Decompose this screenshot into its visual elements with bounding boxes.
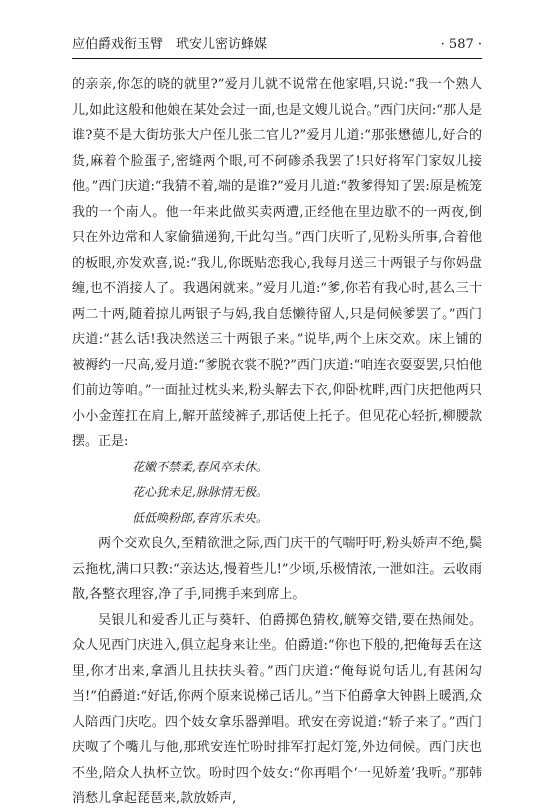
paragraph-2: 两个交欢良久,至精欲泄之际,西门庆干的气喘吁吁,粉头娇声不绝,鬓云拖枕,满口只教:“亲达达,慢着些儿!”少顷,乐极情浓,一泄如注。云收雨散,各整衣理容,净了手,同携手来到席上。 <box>72 536 482 602</box>
poem-block <box>72 455 482 532</box>
poem-line-1: 花嫩不禁柔,春风卒未休。 <box>132 459 268 474</box>
chapter-title: 应伯爵戏衔玉臂 玳安儿密访蜂媒 <box>72 37 268 52</box>
paragraph-1: 的亲亲,你怎的晓的就里?”爱月儿就不说常在他家唱,只说:“我一个熟人儿,如此这般和他娘在某处会过一面,也是文嫂儿说合。”西门庆问:“那人是谁?莫不是大街坊张大户侄儿张二官儿?”爱月儿道:“那张懋德儿,好合的货,麻着个脸蛋子,密缝两个眼,可不砢碜杀我罢了!只好将军门家奴儿接他。”西门庆道:“我猜不着,端的是谁?”爱月儿道:“教爹得知了罢:原是梳笼我的一个南人。他一年来此做买卖两遭,正经他在里边歇不的一两夜,倒只在外边常和人家偷猫递狗,干此勾当。”西门庆听了,见粉头所事,合着他的板眼,亦发欢喜,说:“我儿,你既贴恋我心,我每月送三十两银子与你妈盘缠,也不消接人了。我遇闲就来。”爱月儿道:“爹,你若有我心时,甚么三十两二十两,随着掠儿两银子与妈,我自恁懒待留人,只是伺候爹罢了。”西门庆道:“甚么话!我决然送三十两银子来。”说毕,两个上床交欢。床上铺的被褥约一尺高,爱月道:“爹脱衣裳不脱?”西门庆道:“咱连衣耍耍罢,只怕他们前边等咱。”一面扯过枕头来,粉头解去下衣,仰卧枕畔,西门庆把他两只小小金莲扛在肩上,解开蓝绫裤子,那话使上托子。但见花心轻折,柳腰款摆。正是: <box>72 77 482 449</box>
paragraph-3: 吴银儿和爱香儿正与葵轩、伯爵掷色猜枚,觥筹交错,要在热闹处。众人见西门庆进入,俱立起身来让坐。伯爵道:“你也下般的,把俺每丢在这里,你才出来,拿酒儿且扶扶头着。”西门庆道:“俺每说句话儿,有甚闲勾当!”伯爵道:“好话,你两个原来说梯己话儿。”当下伯爵拿大钟斟上暖酒,众人陪西门庆吃。四个妓女拿乐器弹唱。玳安在旁说道:“轿子来了。”西门庆呶了个嘴儿与他,那玳安连忙吩时排军打起灯笼,外边伺候。西门庆也不坐,陪众人执杯立饮。吩时四个妓女:“你再唱个‘一见娇羞’我听。”那韩消愁儿拿起琵琶来,款放娇声, <box>72 612 482 806</box>
page-body <box>72 72 482 812</box>
page-number: · 587 · <box>440 37 482 52</box>
poem-line-2: 花心犹未足,脉脉情无极。 <box>132 485 268 499</box>
running-header <box>72 34 482 59</box>
poem-line-3: 低低唤粉郎,春宵乐未央。 <box>132 510 268 525</box>
